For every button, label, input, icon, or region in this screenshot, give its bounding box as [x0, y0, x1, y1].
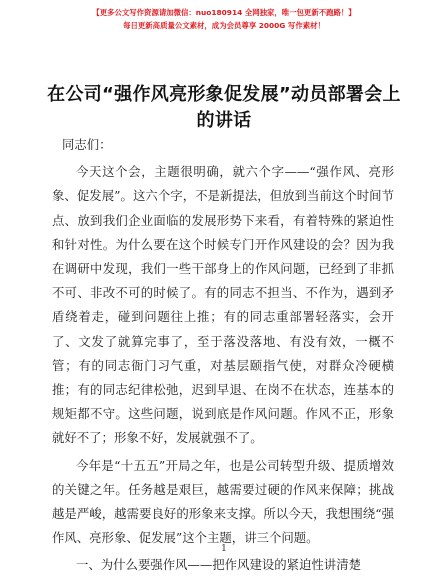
paragraph-intro: 今天这个会，主题很明确，就六个字——“强作风、亮形象、促发展”。这六个字，不是新提法，但放到当前这个时间节点、放到我们企业面临的发展形势下来看，有着特殊的紧迫性和针对性。为什么要在这个时候专门开作风建设的会？因为我在调研中发现，我们一些干部身上的作风问题，已经到了非抓不可、非改不可的时候了。有的同志不担当、不作为，遇到矛盾绕着走，碰到问题往上推；有的同志重部署轻落实，会开了、文发了就算完事了，至于落没落地、有没有效，一概不管；有的同志衙门习气重，对基层颐指气使，对群众冷硬横推；有的同志纪律松弛，迟到早退、在岗不在状态，连基本的规矩都不守。这些问题，说到底是作风问题。作风不正，形象就好不了；形象不好，发展就强不了。: [52, 164, 394, 446]
page-number: 1: [221, 544, 227, 554]
salutation: 同志们：: [62, 137, 112, 152]
promo-banner-line-2: 每日更新高质量公文素材，成为会员尊享 2000G 写作素材！: [123, 21, 325, 30]
document-title: 在公司“强作风亮形象促发展”动员部署会上的讲话: [47, 84, 401, 131]
document-body: [52, 133, 394, 578]
promo-banner: [0, 6, 448, 32]
paragraph-context: 今年是“十五五”开局之年，也是公司转型升级、提质增效的关键之年。任务越是艰巨，越需要过硬的作风来保障；挑战越是严峻，越需要良好的形象来支撑。所以今天，我想围绕“强作风、亮形象、促发展”这个主题，讲三个问题。: [52, 457, 394, 546]
section-heading-1: 一、为什么要强作风——把作风建设的紧迫性讲清楚: [76, 557, 361, 573]
promo-banner-line-1: 【更多公文写作资源请加微信：nuo180914 全网独家，唯一包更新不跑路！】: [92, 8, 356, 17]
